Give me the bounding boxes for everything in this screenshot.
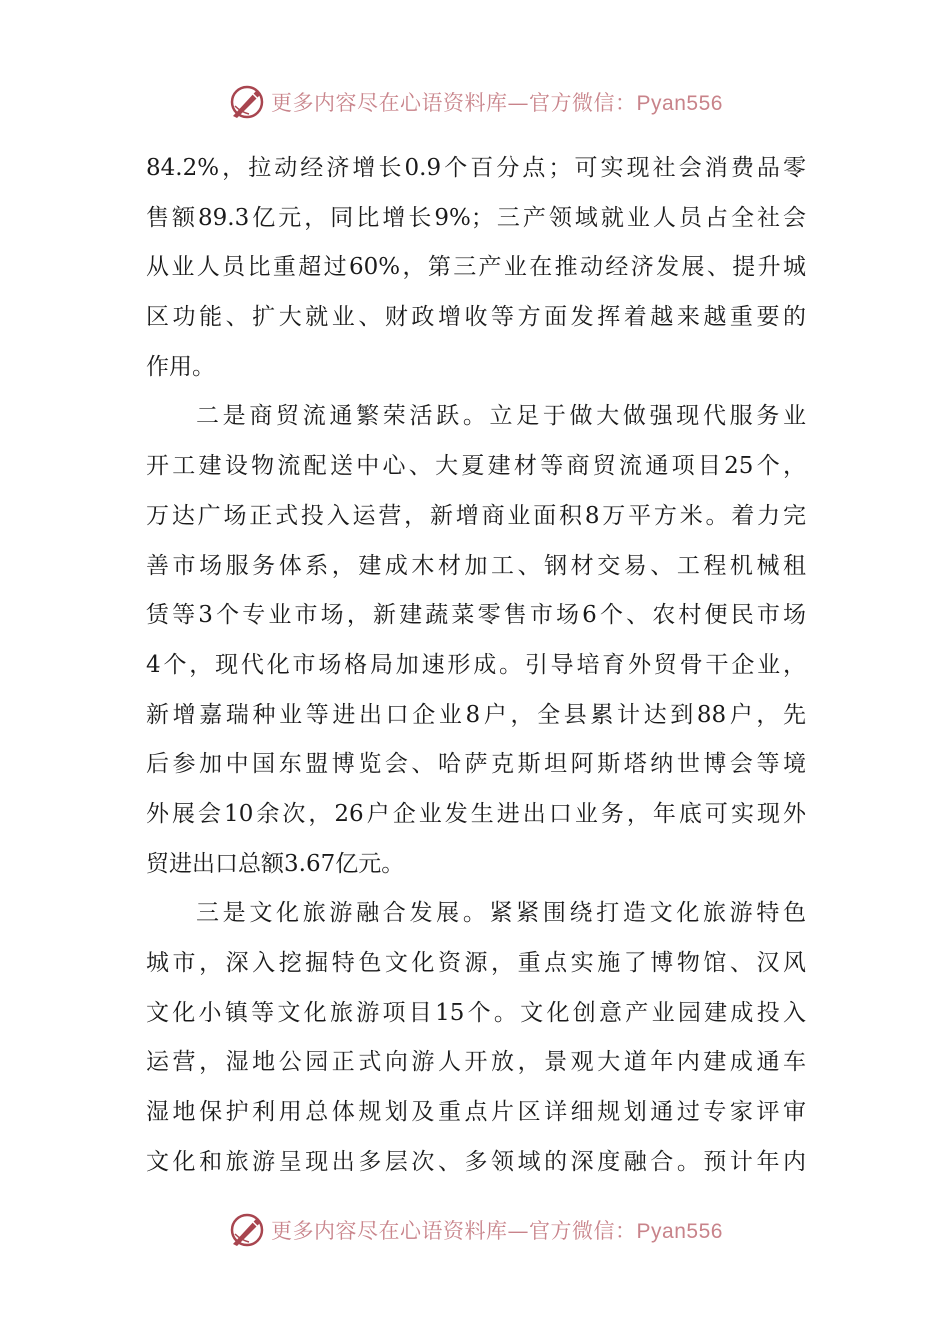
paragraph: [146, 392, 806, 889]
pen-logo-icon: [227, 82, 267, 122]
text-line: 二是商贸流通繁荣活跃。立足于做大做强现代服务业: [196, 403, 806, 430]
wechat-id: Pyan556: [636, 92, 723, 115]
text-line: 84.2%，拉动经济增长0.9个百分点；可实现社会消费品零: [146, 155, 806, 181]
text-line: 三是文化旅游融合发展。紧紧围绕打造文化旅游特色: [196, 900, 806, 927]
text-line: 从业人员比重超过60%，第三产业在推动经济发展、提升城: [146, 254, 806, 281]
pen-logo-icon: [227, 1210, 267, 1250]
watermark-text: 更多内容尽在心语资料库—官方微信：Pyan556: [271, 1219, 723, 1243]
text-line: 售额89.3亿元，同比增长9%；三产领域就业人员占全社会: [146, 204, 806, 231]
text-line: 文化和旅游呈现出多层次、多领域的深度融合。预计年内: [146, 1148, 806, 1175]
text-line: 作用。: [146, 353, 215, 380]
text-line: 开工建设物流配送中心、大夏建材等商贸流通项目25个，: [146, 453, 806, 480]
text-line: 外展会10余次，26户企业发生进出口业务，年底可实现外: [146, 800, 806, 827]
footer-watermark-banner: [0, 1210, 950, 1250]
wechat-id: Pyan556: [636, 1220, 723, 1243]
text-line: 新增嘉瑞种业等进出口企业8户，全县累计达到88户，先: [146, 701, 806, 728]
text-line: 后参加中国东盟博览会、哈萨克斯坦阿斯塔纳世博会等境: [146, 751, 806, 778]
text-line: 善市场服务体系，建成木材加工、钢材交易、工程机械租: [146, 552, 806, 579]
paragraph: [146, 889, 806, 1187]
text-line: 运营，湿地公园正式向游人开放，景观大道年内建成通车: [146, 1049, 806, 1076]
text-line: 城市，深入挖掘特色文化资源，重点实施了博物馆、汉风: [146, 950, 806, 976]
text-line: 万达广场正式投入运营，新增商业面积8万平方米。着力完: [146, 502, 806, 529]
text-line: 4个，现代化市场格局加速形成。引导培育外贸骨干企业，: [146, 651, 806, 678]
text-line: 赁等3个专业市场，新建蔬菜零售市场6个、农村便民市场: [146, 602, 806, 629]
watermark-text: 更多内容尽在心语资料库—官方微信：Pyan556: [271, 91, 723, 115]
document-body: [146, 144, 806, 1187]
text-line: 湿地保护利用总体规划及重点片区详细规划通过专家评审: [146, 1099, 806, 1126]
text-line: 区功能、扩大就业、财政增收等方面发挥着越来越重要的: [146, 304, 806, 331]
paragraph: [146, 144, 806, 392]
text-line: 贸进出口总额3.67亿元。: [146, 850, 405, 877]
text-line: 文化小镇等文化旅游项目15个。文化创意产业园建成投入: [146, 999, 806, 1026]
header-watermark-banner: [0, 82, 950, 122]
